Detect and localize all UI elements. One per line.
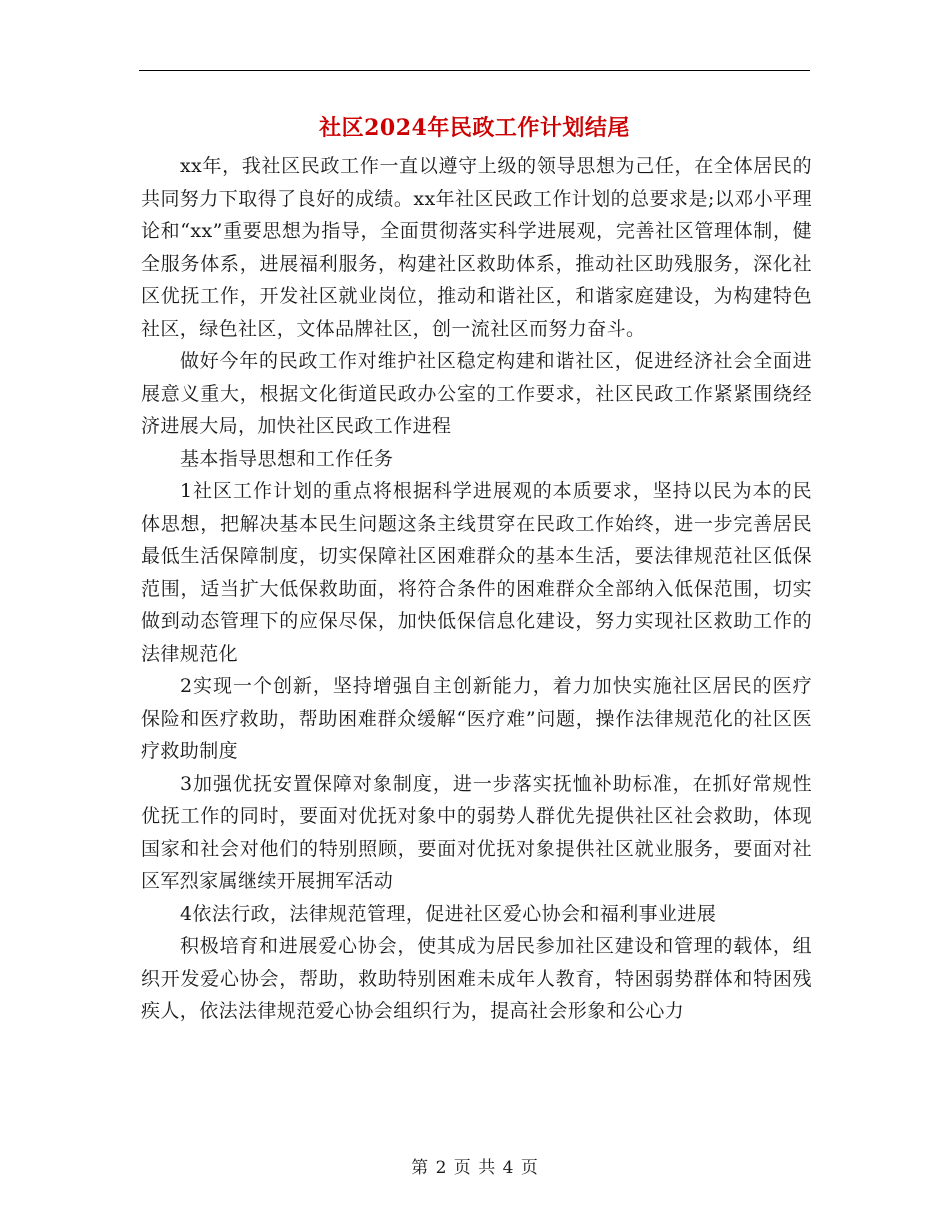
paragraph: 1社区工作计划的重点将根据科学进展观的本质要求，坚持以民为本的民体思想，把解决基本民生问题这条主线贯穿在民政工作始终，进一步完善居民最低生活保障制度，切实保障社区困难群众的基本生活，要法律规范社区低保范围，适当扩大低保救助面，将符合条件的困难群众全部纳入低保范围，切实做到动态管理下的应保尽保，加快低保信息化建设，努力实现社区救助工作的法律规范化 <box>141 480 812 665</box>
paragraph: 2实现一个创新，坚持增强自主创新能力，着力加快实施社区居民的医疗保险和医疗救助，帮助困难群众缓解“医疗难”问题，操作法律规范化的社区医疗救助制度 <box>141 675 812 762</box>
paragraph: 做好今年的民政工作对维护社区稳定构建和谐社区，促进经济社会全面进展意义重大，根据文化街道民政办公室的工作要求，社区民政工作紧紧围绕经济进展大局，加快社区民政工作进程 <box>141 350 812 437</box>
header-rule <box>139 70 810 71</box>
paragraph: xx年，我社区民政工作一直以遵守上级的领导思想为己任，在全体居民的共同努力下取得了良好的成绩。xx年社区民政工作计划的总要求是;以邓小平理论和“xx”重要思想为指导，全面贯彻落实科学进展观，完善社区管理体制，健全服务体系，进展福利服务，构建社区救助体系，推动社区助残服务，深化社区优抚工作，开发社区就业岗位，推动和谐社区，和谐家庭建设，为构建特色社区，绿色社区，文体品牌社区，创一流社区而努力奋斗。 <box>141 155 812 340</box>
page-number: 第 2 页 共 4 页 <box>411 1158 539 1178</box>
paragraph: 4依法行政，法律规范管理，促进社区爱心协会和福利事业进展 <box>179 902 717 925</box>
section-heading: 基本指导思想和工作任务 <box>179 447 394 470</box>
paragraph: 积极培育和进展爱心协会，使其成为居民参加社区建设和管理的载体，组织开发爱心协会，帮助，救助特别困难未成年人教育，特困弱势群体和特困残疾人，依法法律规范爱心协会组织行为，提高社会形象和公心力 <box>141 935 812 1022</box>
paragraph: 3加强优抚安置保障对象制度，进一步落实抚恤补助标准，在抓好常规性优抚工作的同时，要面对优抚对象中的弱势人群优先提供社区社会救助，体现国家和社会对他们的特别照顾，要面对优抚对象提供社区就业服务，要面对社区军烈家属继续开展拥军活动 <box>141 772 812 892</box>
document-title: 社区2024年民政工作计划结尾 <box>319 115 630 141</box>
document-body <box>141 150 812 1028</box>
